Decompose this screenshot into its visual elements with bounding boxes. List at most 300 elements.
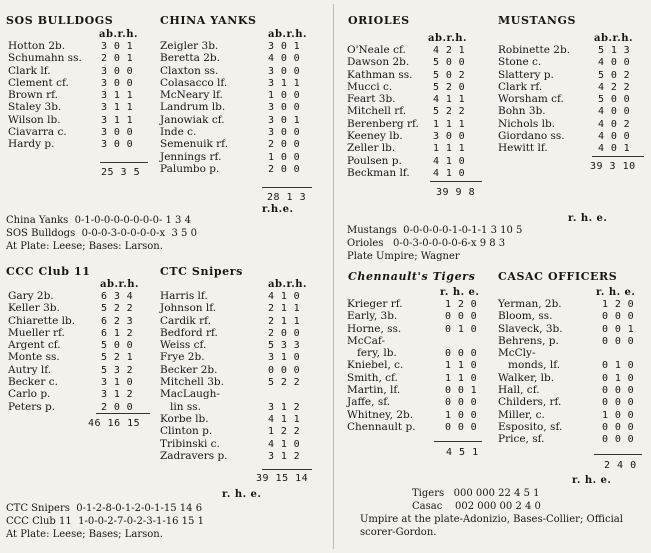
total-rule [592,156,644,157]
player-stats: 0 0 0 [445,311,478,323]
player-name: Behrens, p. [498,334,559,347]
total-rule [430,181,482,182]
player-row [8,376,158,388]
player-row [8,351,158,363]
player-stats: 3 0 1 [268,114,301,126]
team-total: 39 3 10 [590,161,636,172]
player-stats: 0 0 1 [445,385,478,397]
column-header: ab.r.h. [268,29,308,40]
umpires-note: Umpire at the plate-Adonizio, Bases-Collier; Official scorer-Gordon. [360,514,623,538]
player-stats: 6 2 3 [101,315,134,327]
player-row [347,421,497,433]
player-row [347,347,497,359]
player-stats: 3 0 0 [101,77,134,89]
player-name: Tribinski c. [160,437,220,450]
box-score-table-ctc-snipers [160,290,330,462]
player-row [498,105,648,117]
player-stats: 4 1 0 [433,155,466,167]
player-row [498,44,648,56]
player-stats: 3 0 0 [433,131,466,143]
player-stats: 3 0 0 [268,102,301,114]
line-score-row: CCC Club 11 1-0-0-2-7-0-2-3-1-16 15 1 [6,516,204,527]
player-name: Walker, lb. [498,371,555,384]
player-stats: 3 1 0 [101,377,134,389]
column-divider [333,4,334,549]
player-name: Claxton ss. [160,64,219,77]
total-rule [262,187,312,188]
player-stats: 3 0 0 [268,127,301,139]
player-name: Slaveck, 3b. [498,322,563,335]
player-row [347,142,497,154]
player-stats: 1 1 1 [433,143,466,155]
player-row [160,151,330,163]
player-row [160,315,330,327]
player-stats: 4 1 1 [268,413,301,425]
player-row [160,339,330,351]
player-row [347,56,497,68]
player-stats: 1 1 0 [445,360,478,372]
player-name: Feart 3b. [347,93,396,106]
player-row [160,126,330,138]
player-row [160,327,330,339]
player-stats: 0 0 0 [445,421,478,433]
player-name: Childers, rf. [498,396,562,409]
player-stats: 2 0 0 [101,401,134,413]
player-name: Robinette 2b. [498,44,571,56]
player-row [498,310,648,322]
total-rule [262,469,312,470]
player-stats: 4 2 2 [598,81,631,93]
player-name: Price, sf. [498,433,545,446]
player-name: Slattery p. [498,68,554,81]
player-name: Esposito, sf. [498,420,563,433]
player-stats: 0 0 0 [602,397,635,409]
player-name: Hotton 2b. [8,40,66,52]
player-name: Poulsen p. [347,154,402,167]
player-row [8,302,158,314]
player-row [8,40,158,52]
player-row [347,359,497,371]
player-name: Giordano ss. [498,130,565,143]
player-stats: 3 0 0 [101,65,134,77]
player-row [347,409,497,421]
rhe-header: r.h.e. [262,204,294,215]
player-name: Gary 2b. [8,290,54,302]
player-row [8,89,158,101]
player-row [8,101,158,113]
player-name: Clement cf. [8,76,69,89]
player-row [8,126,158,138]
player-row [347,118,497,130]
player-stats: 0 0 0 [602,421,635,433]
player-stats: 0 1 0 [602,360,635,372]
box-score-table-orioles [347,44,497,179]
player-name: Jennings rf. [160,150,222,163]
player-row [498,421,648,433]
total-rule [100,162,148,163]
player-stats: 1 0 0 [268,151,301,163]
player-stats: 3 1 0 [268,352,301,364]
player-stats: 0 0 0 [602,385,635,397]
player-stats: 3 1 2 [268,401,301,413]
box-score-table-chennaults-tigers [347,298,497,433]
player-stats: 4 0 0 [268,53,301,65]
player-name: Nichols lb. [498,117,556,130]
player-stats: 0 0 0 [445,348,478,360]
player-row [498,409,648,421]
player-name: Carlo p. [8,388,51,401]
player-name: Early, 3b. [347,310,398,323]
player-name: Korbe lb. [160,412,209,425]
player-stats: 5 0 0 [101,340,134,352]
player-stats: 0 0 1 [602,323,635,335]
player-row [160,450,330,462]
player-name: Staley 3b. [8,101,62,114]
player-stats: 4 0 0 [598,57,631,69]
player-row [160,77,330,89]
player-stats: 5 0 0 [433,57,466,69]
player-name: Krieger rf. [347,298,403,310]
column-header: ab.r.h. [428,33,468,44]
player-row [160,290,330,302]
rhe-header: r. h. e. [222,489,262,500]
player-name: Cardik rf. [160,314,211,327]
player-row [160,114,330,126]
player-name: Keeney lb. [347,130,403,143]
player-name: McCly- [498,347,536,360]
player-stats: 6 1 2 [101,327,134,339]
player-stats: 2 0 1 [101,53,134,65]
player-row [498,323,648,335]
player-row [498,93,648,105]
player-stats: 5 2 0 [433,81,466,93]
player-stats: 5 1 3 [598,45,631,56]
player-row [347,69,497,81]
player-stats: 1 1 0 [445,372,478,384]
team-total: 46 16 15 [88,418,141,429]
player-row [160,302,330,314]
team-total: 25 3 5 [101,167,141,178]
player-row [8,401,158,413]
player-name: Smith, cf. [347,371,398,384]
player-name: Worsham cf. [498,93,564,106]
player-stats: 2 0 0 [268,163,301,175]
player-row [498,433,648,445]
player-stats: 3 0 1 [101,41,134,52]
player-stats: 0 0 0 [445,397,478,409]
line-score-row: CTC Snipers 0-1-2-8-0-1-2-0-1-15 14 6 [6,503,203,514]
player-name: Wilson lb. [8,113,61,126]
player-stats: 0 0 0 [602,311,635,323]
player-name: Bohn 3b. [498,105,546,118]
player-name: Schumahn ss. [8,52,82,65]
player-row [160,89,330,101]
player-name: Miller, c. [498,408,545,421]
player-stats: 4 0 1 [598,143,631,155]
player-row [347,105,497,117]
player-name: Peters p. [8,400,56,413]
line-score-row: SOS Bulldogs 0-0-0-3-0-0-0-0-x 3 5 0 [6,228,197,239]
player-stats: 1 0 0 [445,409,478,421]
player-name: Palumbo p. [160,162,220,175]
player-stats: 0 1 0 [445,323,478,335]
player-row [347,372,497,384]
player-stats: 2 1 1 [268,303,301,315]
player-name: Monte ss. [8,351,60,364]
umpires-note: At Plate: Leese; Bases: Larson. [6,241,163,252]
player-name: Semenuik rf. [160,138,229,151]
player-row [160,138,330,150]
player-row [347,130,497,142]
player-stats: 5 2 2 [268,377,301,389]
player-name: Janowiak cf. [160,113,225,126]
player-row [347,384,497,396]
box-score-table-mustangs [498,44,648,155]
player-stats: 2 0 0 [268,327,301,339]
player-row [498,142,648,154]
column-header: ab.r.h. [594,33,634,44]
player-stats: 1 2 2 [268,426,301,438]
player-row [498,298,648,310]
rhe-header: r. h. e. [572,475,612,486]
player-stats: 5 3 3 [268,340,301,352]
team-total: 28 1 3 [267,192,307,203]
player-row [160,101,330,113]
player-row [160,364,330,376]
player-row [347,298,497,310]
total-rule [96,413,150,414]
line-score-row: Casac 002 000 00 2 4 0 [412,501,541,512]
player-stats: 4 0 0 [598,106,631,118]
column-header: ab.r.h. [100,279,140,290]
player-stats: 0 0 0 [602,434,635,446]
player-stats: 3 0 0 [268,65,301,77]
player-row [8,327,158,339]
player-stats: 1 2 0 [602,299,635,310]
total-rule [594,454,642,455]
player-name: Autry lf. [8,363,52,376]
column-header: ab.r.h. [99,29,139,40]
player-name: Bloom, ss. [498,310,553,323]
player-stats: 0 0 0 [602,335,635,347]
line-score-row: China Yanks 0-1-0-0-0-0-0-0-0- 1 3 4 [6,215,191,226]
player-row [498,118,648,130]
player-row [160,65,330,77]
team-title-casac-officers: CASAC OFFICERS [498,270,618,283]
player-row [160,52,330,64]
player-name: Ciavarra c. [8,126,67,139]
player-stats: 3 1 1 [101,102,134,114]
player-stats: 4 0 2 [598,118,631,130]
player-row [160,163,330,175]
player-row [8,364,158,376]
player-stats: 0 0 0 [268,364,301,376]
box-score-table-casac-officers [498,298,648,446]
box-score-table-ccc-club [8,290,158,413]
player-name: McNeary lf. [160,89,223,102]
player-row [347,155,497,167]
player-stats: 3 1 1 [268,77,301,89]
team-total: 2 4 0 [604,460,637,471]
line-score-row: Mustangs 0-0-0-0-0-1-0-1-1 3 10 5 [347,225,523,236]
player-name: fery, lb. [347,347,397,360]
player-row [8,52,158,64]
player-row [160,376,330,388]
player-row [8,138,158,150]
player-stats: 4 1 0 [268,291,301,302]
player-stats: 1 2 0 [445,299,478,310]
player-stats: 5 2 2 [101,303,134,315]
player-stats: 2 1 1 [268,315,301,327]
player-row [498,56,648,68]
player-name: Mitchell rf. [347,105,407,118]
player-name: Zeller lb. [347,142,396,155]
team-total: 4 5 1 [446,447,479,458]
player-row [160,388,330,400]
player-name: Weiss cf. [160,339,207,352]
player-row [160,40,330,52]
player-name: Chiarette lb. [8,314,76,327]
player-stats: 5 0 2 [433,69,466,81]
player-name: Hall, cf. [498,384,540,397]
player-name: Clark lf. [8,64,51,77]
player-row [160,401,330,413]
player-name: Zadravers p. [160,449,228,462]
player-stats: 1 0 0 [602,409,635,421]
player-row [347,310,497,322]
player-name: Kathman ss. [347,68,413,81]
player-stats: 4 1 0 [268,438,301,450]
player-name: Hewitt lf. [498,142,548,155]
player-name: Dawson 2b. [347,56,410,69]
player-stats: 5 3 2 [101,364,134,376]
player-name: Landrum lb. [160,101,226,114]
box-score-table-sos-bulldogs [8,40,158,151]
column-header: r. h. e. [596,287,636,298]
player-stats: 3 1 2 [268,450,301,462]
player-row [160,425,330,437]
player-name: Whitney, 2b. [347,408,414,421]
player-name: O'Neale cf. [347,44,406,56]
player-stats: 5 0 0 [598,94,631,106]
player-row [498,384,648,396]
player-row [498,130,648,142]
player-name: MacLaugh- [160,388,220,401]
player-stats: 1 0 0 [268,90,301,102]
player-row [8,114,158,126]
team-title-chennaults-tigers: Chennault's Tigers [348,270,476,283]
player-row [347,93,497,105]
team-title-mustangs: MUSTANGS [498,14,577,27]
player-row [498,69,648,81]
player-name: Yerman, 2b. [498,298,562,310]
player-name: monds, lf. [498,359,561,372]
player-row [8,290,158,302]
player-name: Keller 3b. [8,302,60,315]
player-name: Becker c. [8,376,58,389]
player-stats: 6 3 4 [101,291,134,302]
player-name: Martin, lf. [347,384,401,397]
player-stats: 5 2 2 [433,106,466,118]
player-name: lin ss. [160,400,201,413]
player-row [8,388,158,400]
player-row [347,396,497,408]
player-name: Beretta 2b. [160,52,220,65]
player-stats: 3 1 1 [101,90,134,102]
player-row [498,81,648,93]
player-name: Beckman lf. [347,166,410,179]
player-row [8,65,158,77]
player-row [498,359,648,371]
player-row [498,347,648,359]
player-name: Colasacco lf. [160,76,228,89]
column-header: ab.r.h. [268,279,308,290]
player-row [347,81,497,93]
player-name: Stone c. [498,56,542,69]
player-row [498,335,648,347]
player-stats: 3 0 0 [101,127,134,139]
player-row [347,335,497,347]
line-score-row: Orioles 0-0-3-0-0-0-0-6-x 9 8 3 [347,238,506,249]
player-name: Becker 2b. [160,363,218,376]
player-row [8,315,158,327]
rhe-header: r. h. e. [568,213,608,224]
player-row [160,438,330,450]
player-name: Mucci c. [347,80,393,93]
player-stats: 2 0 0 [268,139,301,151]
player-stats: 4 2 1 [433,45,466,56]
player-stats: 3 1 2 [101,389,134,401]
player-stats: 0 1 0 [602,372,635,384]
team-total: 39 15 14 [256,473,309,484]
player-stats: 4 1 1 [433,94,466,106]
player-row [498,372,648,384]
player-stats: 3 1 1 [101,114,134,126]
player-name: Argent cf. [8,339,61,352]
total-rule [434,441,482,442]
player-name: Clinton p. [160,425,213,438]
player-row [8,339,158,351]
player-name: Mueller rf. [8,326,65,339]
player-name: Jaffe, sf. [347,396,391,409]
player-name: Brown rf. [8,89,59,102]
player-row [498,396,648,408]
box-score-table-china-yanks [160,40,330,175]
player-row [160,351,330,363]
player-name: Johnson lf. [160,302,217,315]
team-title-ccc-club: CCC Club 11 [6,265,91,278]
line-score-row: Tigers 000 000 22 4 5 1 [412,488,540,499]
umpires-note: At Plate: Leese; Bases; Larson. [6,529,163,540]
player-name: Zeigler 3b. [160,40,219,52]
team-title-china-yanks: CHINA YANKS [160,14,257,27]
player-stats: 5 2 1 [101,352,134,364]
team-title-ctc-snipers: CTC Snipers [160,265,243,278]
player-stats: 3 0 1 [268,41,301,52]
player-stats: 4 1 0 [433,167,466,179]
player-stats: 3 0 0 [101,139,134,151]
team-total: 39 9 8 [436,187,476,198]
player-name: Inde c. [160,126,197,139]
player-name: Chennault p. [347,420,416,433]
team-title-orioles: ORIOLES [348,14,410,27]
player-name: Berenberg rf. [347,117,419,130]
player-name: Frye 2b. [160,351,205,364]
player-name: Kniebel, c. [347,359,404,372]
player-stats: 5 0 2 [598,69,631,81]
player-name: Clark rf. [498,80,543,93]
player-row [8,77,158,89]
